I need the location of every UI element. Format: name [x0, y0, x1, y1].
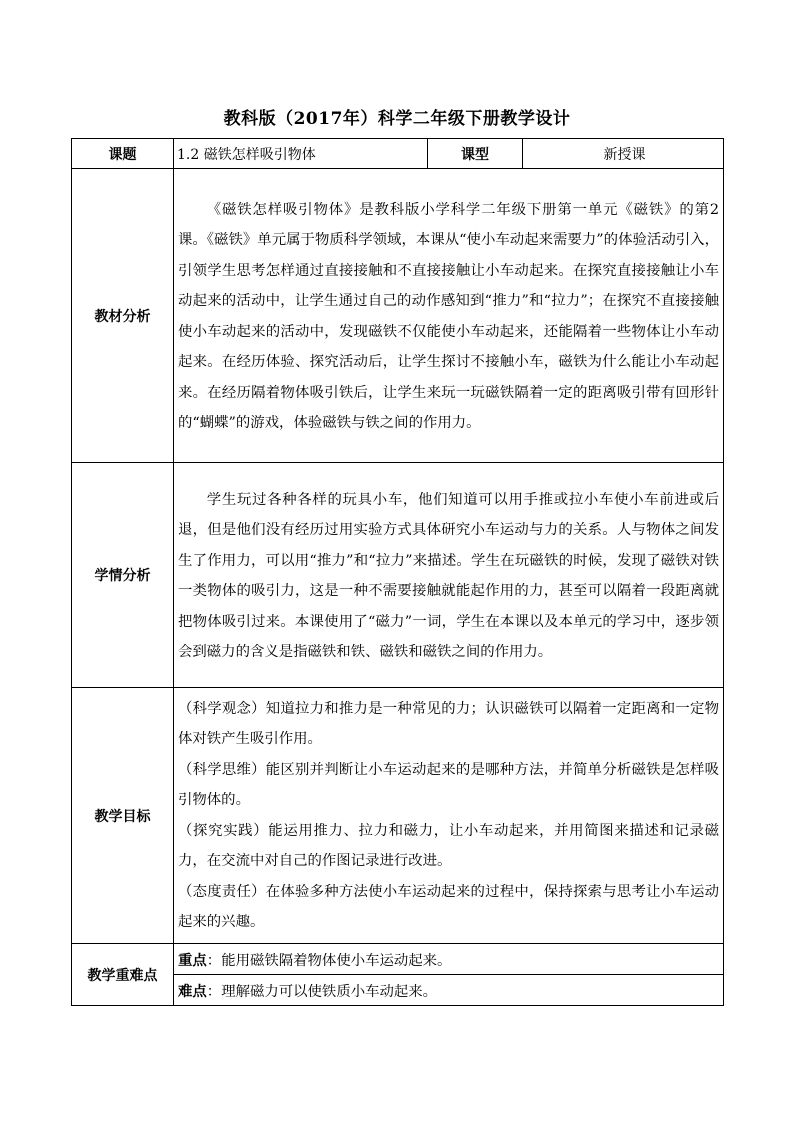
lesson-value: 1.2 磁铁怎样吸引物体 — [174, 139, 428, 169]
keypoints-label: 教学重难点 — [72, 944, 174, 1006]
goals-row — [72, 688, 724, 944]
document-title: 教科版（2017年）科学二年级下册教学设计 — [223, 109, 571, 129]
student-label: 学情分析 — [72, 463, 174, 688]
goals-cell — [174, 688, 724, 944]
difficulty-text: ：理解磁力可以使铁质小车动起来。 — [206, 983, 438, 1000]
goal-item: （探究实践）能运用推力、拉力和磁力，让小车动起来，并用简图来描述和记录磁力，在交流中对自己的作图记录进行改进。 — [178, 822, 719, 869]
key-text: ：能用磁铁隔着物体使小车运动起来。 — [206, 952, 452, 969]
goals-label: 教学目标 — [72, 688, 174, 944]
lesson-label: 课题 — [72, 139, 174, 169]
key-point — [174, 944, 724, 975]
difficulty-point — [174, 975, 724, 1006]
lesson-plan-table — [71, 138, 724, 1006]
student-row — [72, 463, 724, 688]
lesson-row — [72, 139, 724, 169]
material-text: 《磁铁怎样吸引物体》是教科版小学科学二年级下册第一单元《磁铁》的第2课。《磁铁》单元属于物质科学领域，本课从“使小车动起来需要力”的体验活动引入，引领学生思考怎样通过直接接触和不直接接触让小车动起来。在探究直接接触让小车动起来的活动中，让学生通过自己的动作感知到“推力”和“拉力”；在探究不直接接触使小车动起来的活动中，发现磁铁不仅能使小车动起来，还能隔着一些物体让小车动起来。在经历体验、探究活动后，让学生探讨不接触小车，磁铁为什么能让小车动起来。在经历隔着物体吸引铁后，让学生来玩一玩磁铁隔着一定的距离吸引带有回形针的“蝴蝶”的游戏，体验磁铁与铁之间的作用力。 — [174, 169, 724, 463]
student-text: 学生玩过各种各样的玩具小车，他们知道可以用手推或拉小车使小车前进或后退，但是他们没有经历过用实验方式具体研究小车运动与力的关系。人与物体之间发生了作用力，可以用“推力”和“拉力”来描述。学生在玩磁铁的时候，发现了磁铁对铁一类物体的吸引力，这是一种不需要接触就能起作用的力，甚至可以隔着一段距离就把物体吸引过来。本课使用了“磁力”一词，学生在本课以及本单元的学习中，逐步领会到磁力的含义是指磁铁和铁、磁铁和磁铁之间的作用力。 — [174, 463, 724, 688]
goal-item: （科学思维）能区别并判断让小车运动起来的是哪种方法，并简单分析磁铁是怎样吸引物体的。 — [178, 761, 719, 808]
material-row — [72, 169, 724, 463]
type-value: 新授课 — [523, 139, 724, 169]
difficulty-label: 难点 — [178, 982, 207, 1000]
key-point-row — [72, 944, 724, 975]
goal-item: （态度责任）在体验多种方法使小车运动起来的过程中，保持探索与思考让小车运动起来的兴趣。 — [178, 883, 719, 930]
material-label: 教材分析 — [72, 169, 174, 463]
key-label: 重点 — [178, 951, 207, 969]
type-label: 课型 — [428, 139, 523, 169]
goal-item: （科学观念）知道拉力和推力是一种常见的力；认识磁铁可以隔着一定距离和一定物体对铁产生吸引作用。 — [178, 700, 719, 747]
